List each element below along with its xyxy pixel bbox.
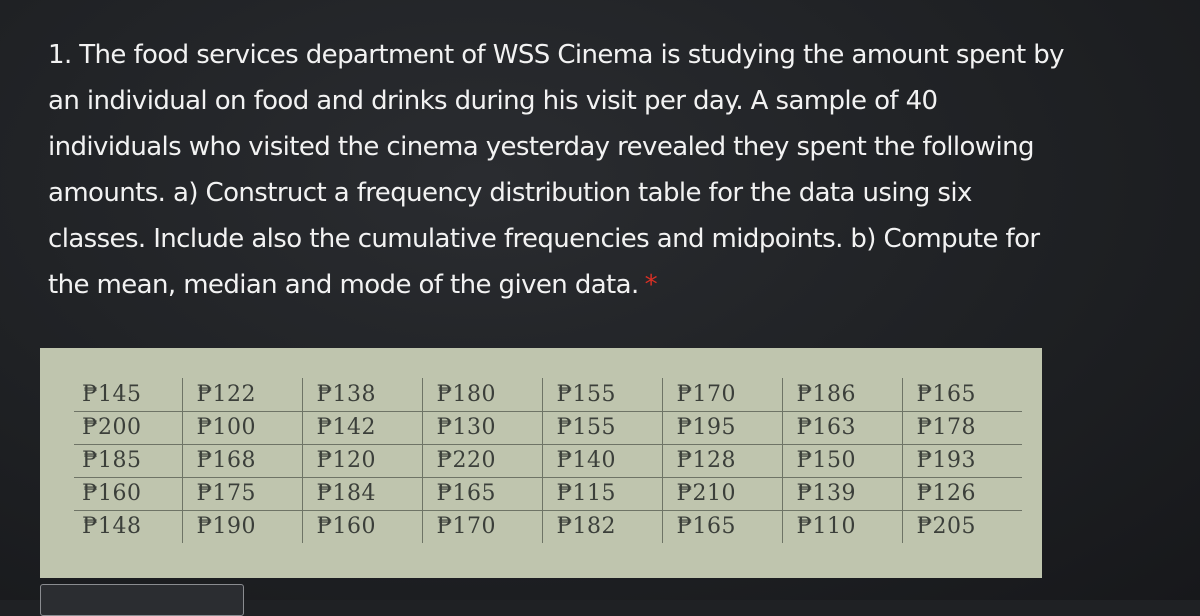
table-cell: ₱126 [902,477,1022,510]
table-cell: ₱170 [662,378,782,411]
table-cell: ₱195 [662,411,782,444]
table-cell: ₱200 [74,411,182,444]
table-cell: ₱142 [302,411,422,444]
table-cell: ₱185 [74,444,182,477]
table-cell: ₱120 [302,444,422,477]
table-cell: ₱160 [302,510,422,543]
question-line: individuals who visited the cinema yesterday revealed they spent the following [48,132,1034,162]
table-cell: ₱210 [662,477,782,510]
table-cell: ₱122 [182,378,302,411]
table-cell: ₱165 [902,378,1022,411]
table-row [74,510,1022,543]
table-row [74,477,1022,510]
table-cell: ₱205 [902,510,1022,543]
table-cell: ₱148 [74,510,182,543]
answer-input[interactable] [40,584,244,616]
table-cell: ₱160 [74,477,182,510]
table-cell: ₱165 [422,477,542,510]
table-cell: ₱130 [422,411,542,444]
table-cell: ₱186 [782,378,902,411]
table-cell: ₱175 [182,477,302,510]
table-cell: ₱145 [74,378,182,411]
table-cell: ₱165 [662,510,782,543]
table-cell: ₱182 [542,510,662,543]
table-cell: ₱150 [782,444,902,477]
question-line [48,262,1168,308]
table-cell: ₱168 [182,444,302,477]
data-table [74,378,1022,543]
table-cell: ₱155 [542,378,662,411]
required-asterisk: * [644,270,658,300]
table-cell: ₱115 [542,477,662,510]
table-cell: ₱163 [782,411,902,444]
question-line: amounts. a) Construct a frequency distribution table for the data using six [48,178,972,208]
question-text [48,32,1168,308]
table-row [74,444,1022,477]
table-cell: ₱140 [542,444,662,477]
data-table-image [40,348,1042,578]
table-cell: ₱139 [782,477,902,510]
question-line: an individual on food and drinks during his visit per day. A sample of 40 [48,86,938,116]
table-cell: ₱110 [782,510,902,543]
table-cell: ₱155 [542,411,662,444]
table-cell: ₱184 [302,477,422,510]
table-row [74,378,1022,411]
table-cell: ₱193 [902,444,1022,477]
table-cell: ₱220 [422,444,542,477]
table-row [74,411,1022,444]
question-line-text: the mean, median and mode of the given data. [48,270,639,300]
table-cell: ₱128 [662,444,782,477]
table-cell: ₱100 [182,411,302,444]
table-cell: ₱180 [422,378,542,411]
table-cell: ₱170 [422,510,542,543]
table-cell: ₱138 [302,378,422,411]
table-cell: ₱178 [902,411,1022,444]
question-line: classes. Include also the cumulative frequencies and midpoints. b) Compute for [48,224,1040,254]
question-line: 1. The food services department of WSS Cinema is studying the amount spent by [48,40,1064,70]
table-cell: ₱190 [182,510,302,543]
